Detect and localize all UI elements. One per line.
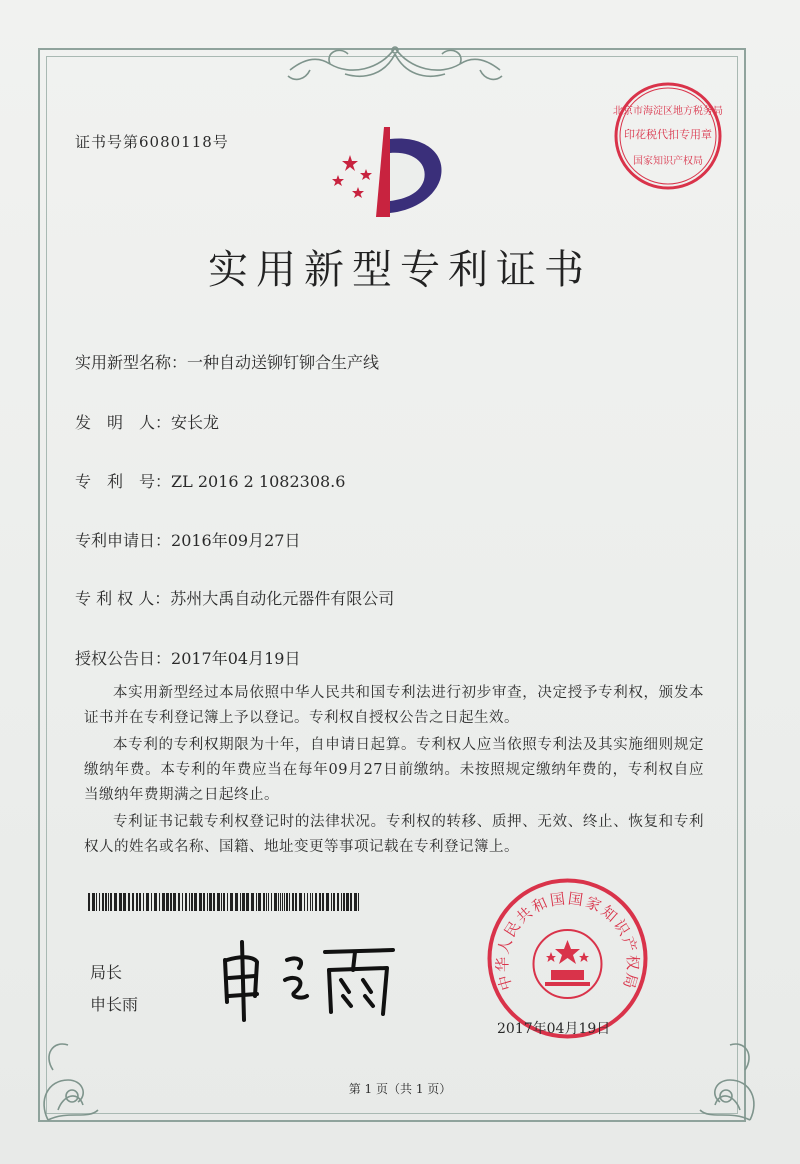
- barcode-bar: [280, 893, 281, 911]
- barcode-bar: [217, 893, 220, 911]
- barcode-bar: [326, 893, 329, 911]
- barcode-bar: [223, 893, 225, 911]
- barcode-bar: [304, 893, 305, 911]
- barcode-bar: [185, 893, 187, 911]
- barcode-bar: [221, 893, 222, 911]
- barcode-bar: [266, 893, 267, 911]
- barcode-bar: [299, 893, 302, 911]
- field-value: 2016年09月27日: [171, 531, 301, 550]
- barcode-bar: [292, 893, 294, 911]
- field-grant-date: [75, 646, 300, 669]
- barcode-bar: [354, 893, 357, 911]
- barcode-bar: [251, 893, 254, 911]
- field-application-date: [75, 528, 300, 551]
- field-value: 安长龙: [171, 413, 220, 432]
- barcode-bar: [159, 893, 160, 911]
- barcode-bar: [289, 893, 290, 911]
- barcode-bar: [110, 893, 112, 911]
- barcode-bar: [333, 893, 335, 911]
- field-label: 专 利 权 人：: [75, 589, 171, 608]
- field-value: 苏州大禹自动化元器件有限公司: [170, 589, 395, 608]
- barcode-bar: [256, 893, 257, 911]
- barcode-bar: [242, 893, 245, 911]
- barcode-bar: [337, 893, 339, 911]
- barcode-bar: [146, 893, 149, 911]
- barcode-bar: [123, 893, 126, 911]
- tax-seal-center-text: 印花税代扣专用章: [624, 128, 712, 141]
- barcode-bar: [191, 893, 193, 911]
- barcode-bar: [173, 893, 176, 911]
- barcode-bar: [170, 893, 172, 911]
- barcode-bar: [282, 893, 283, 911]
- seal-arc-text: 中华人民共和国国家知识产权局: [493, 889, 642, 993]
- barcode-bar: [258, 893, 261, 911]
- field-label: 实用新型名称：: [75, 353, 188, 372]
- barcode-bar: [114, 893, 117, 911]
- barcode-bar: [315, 893, 317, 911]
- bottom-right-ornament: [680, 1010, 770, 1130]
- barcode-bar: [350, 893, 352, 911]
- barcode-bar: [319, 893, 321, 911]
- field-value: ZL 2016 2 1082308.6: [171, 472, 346, 491]
- director-name: 申长雨: [90, 995, 139, 1014]
- barcode-bar: [151, 893, 152, 911]
- barcode-bar: [105, 893, 107, 911]
- barcode-bar: [194, 893, 197, 911]
- barcode-bar: [227, 893, 228, 911]
- paragraph-legal-status: 专利证书记载专利权登记时的法律状况。专利权的转移、质押、无效、终止、恢复和专利权人的姓名或名称、国籍、地址变更等事项记载在专利登记簿上。: [84, 814, 704, 855]
- barcode-bar: [346, 893, 349, 911]
- barcode-bar: [230, 893, 233, 911]
- page-footer: 第 1 页（共 1 页）: [348, 1082, 452, 1096]
- barcode-bar: [341, 893, 342, 911]
- state-ip-office-seal: [485, 876, 650, 1041]
- barcode-bar: [235, 893, 238, 911]
- field-inventor: [75, 410, 219, 433]
- barcode-bar: [108, 893, 109, 911]
- field-value: 2017年04月19日: [171, 649, 301, 668]
- barcode-bar: [154, 893, 157, 911]
- barcode-bar: [284, 893, 285, 911]
- barcode-bar: [102, 893, 104, 911]
- barcode-bar: [246, 893, 249, 911]
- barcode-bar: [139, 893, 141, 911]
- barcode-bar: [278, 893, 279, 911]
- paragraph-term: 本专利的专利权期限为十年，自申请日起算。专利权人应当依照专利法及其实施细则规定缴纳年费。本专利的年费应当在每年09月27日前缴纳。未按照规定缴纳年费的，专利权自应当缴纳年费期满之日起终止。: [84, 737, 704, 803]
- certificate-title: 实用新型专利证书: [208, 247, 592, 293]
- barcode-bar: [119, 893, 122, 911]
- barcode-bar: [199, 893, 202, 911]
- field-utility-model-name: [75, 350, 379, 373]
- field-value: 一种自动送铆钉铆合生产线: [187, 353, 380, 372]
- field-label: 发 明 人：: [75, 413, 172, 432]
- field-label: 授权公告日：: [75, 649, 172, 668]
- stamp-date: 2017年04月19日: [497, 1021, 611, 1037]
- barcode-bar: [128, 893, 130, 911]
- barcode: [88, 893, 363, 911]
- patent-office-logo: [328, 125, 453, 225]
- director-title: 局长: [90, 963, 123, 982]
- barcode-bar: [178, 893, 180, 911]
- barcode-bar: [312, 893, 313, 911]
- field-label: 专 利 号：: [75, 472, 172, 491]
- field-label: 专利申请日：: [75, 531, 172, 550]
- tax-seal-top-text: 北京市海淀区地方税务局: [613, 106, 723, 117]
- barcode-bar: [295, 893, 297, 911]
- barcode-bar: [358, 893, 359, 911]
- barcode-bar: [96, 893, 97, 911]
- barcode-bar: [189, 893, 190, 911]
- barcode-bar: [274, 893, 277, 911]
- barcode-bar: [143, 893, 144, 911]
- tax-seal-stamp: [612, 80, 724, 192]
- barcode-bar: [263, 893, 265, 911]
- barcode-bar: [240, 893, 241, 911]
- barcode-bar: [213, 893, 215, 911]
- barcode-bar: [286, 893, 288, 911]
- barcode-bar: [132, 893, 134, 911]
- barcode-bar: [322, 893, 324, 911]
- national-emblem-icon: [534, 930, 602, 998]
- barcode-bar: [271, 893, 272, 911]
- paragraph-grant: 本实用新型经过本局依照中华人民共和国专利法进行初步审查，决定授予专利权，颁发本证书并在专利登记簿上予以登记。专利权自授权公告之日起生效。: [84, 685, 704, 726]
- top-ornament: [270, 40, 520, 88]
- certificate-number: 证书号第6080118号: [75, 133, 229, 151]
- barcode-bar: [209, 893, 212, 911]
- director-signature: [215, 930, 405, 1025]
- barcode-bar: [92, 893, 95, 911]
- barcode-bar: [203, 893, 205, 911]
- barcode-bar: [99, 893, 100, 911]
- barcode-bar: [310, 893, 311, 911]
- barcode-bar: [331, 893, 332, 911]
- barcode-bar: [136, 893, 138, 911]
- barcode-bar: [88, 893, 90, 911]
- field-patent-number: [75, 469, 345, 492]
- barcode-bar: [268, 893, 269, 911]
- barcode-bar: [166, 893, 169, 911]
- barcode-bar: [162, 893, 165, 911]
- field-patentee: [75, 586, 394, 609]
- bottom-left-ornament: [28, 1010, 118, 1130]
- tax-seal-bottom-text: 国家知识产权局: [633, 156, 703, 167]
- barcode-bar: [343, 893, 345, 911]
- barcode-bar: [207, 893, 208, 911]
- barcode-bar: [307, 893, 308, 911]
- barcode-bar: [182, 893, 183, 911]
